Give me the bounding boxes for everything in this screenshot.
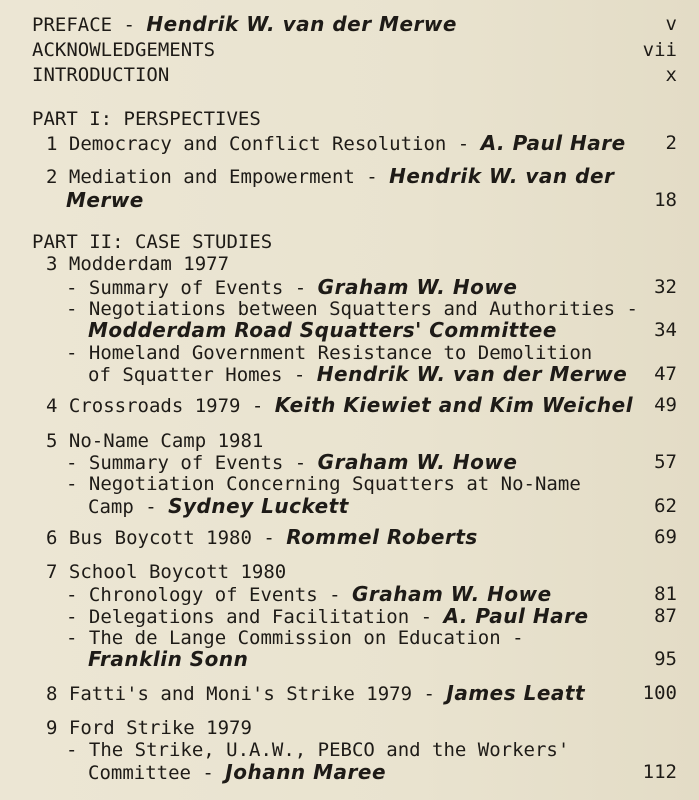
page-number: 2 bbox=[665, 132, 677, 154]
toc-subentry-cont: Franklin Sonn 95 bbox=[88, 647, 677, 671]
toc-chapter-2-cont bbox=[0, 186, 699, 214]
entry-label: ACKNOWLEDGEMENTS bbox=[32, 39, 216, 61]
entry-author: Hendrik W. van der bbox=[389, 164, 615, 188]
toc-subentry-cont: Camp - Sydney Luckett 62 bbox=[88, 494, 677, 518]
toc-chapter-4: 4 Crossroads 1979 - Keith Kiewiet and Kim Weichel 49 bbox=[46, 393, 677, 417]
page-number: 18 bbox=[654, 189, 677, 211]
toc-subentry: - Chronology of Events - Graham W. Howe 81 bbox=[66, 582, 677, 606]
toc-chapter-1 bbox=[0, 129, 699, 157]
toc-chapter-9: 9 Ford Strike 1979 bbox=[46, 717, 252, 739]
page-number: vii bbox=[642, 39, 677, 61]
entry-label: 1 Democracy and Conflict Resolution - bbox=[46, 133, 481, 155]
toc-chapter-5: 5 No-Name Camp 1981 bbox=[46, 430, 264, 452]
entry-label: INTRODUCTION bbox=[32, 64, 170, 86]
toc-chapter-7: 7 School Boycott 1980 bbox=[46, 561, 287, 583]
toc-subentry: - Summary of Events - Graham W. Howe 32 bbox=[66, 275, 677, 299]
toc-subentry: - The Strike, U.A.W., PEBCO and the Workers' bbox=[66, 739, 570, 761]
entry-label: 3 Modderdam 1977 bbox=[46, 253, 230, 275]
toc-subentry-cont: Modderdam Road Squatters' Committee 34 bbox=[88, 318, 677, 342]
toc-introduction bbox=[0, 61, 699, 89]
entry-label: 2 Mediation and Empowerment - bbox=[46, 166, 390, 188]
toc-subentry-cont: of Squatter Homes - Hendrik W. van der Merwe 47 bbox=[88, 362, 677, 386]
toc-subentry: - Delegations and Facilitation - A. Paul Hare 87 bbox=[66, 604, 677, 628]
page-number: v bbox=[665, 13, 677, 35]
part2-heading: PART II: CASE STUDIES bbox=[32, 231, 273, 253]
toc-subentry: - Negotiation Concerning Squatters at No-Name bbox=[66, 473, 581, 495]
part1-heading: PART I: PERSPECTIVES bbox=[32, 108, 261, 130]
toc-subentry: - Summary of Events - Graham W. Howe 57 bbox=[66, 450, 677, 474]
toc-chapter-6: 6 Bus Boycott 1980 - Rommel Roberts 69 bbox=[46, 525, 677, 549]
toc-acknowledgements bbox=[0, 36, 699, 64]
page-number: x bbox=[665, 64, 677, 86]
toc-subentry-cont: Committee - Johann Maree 112 bbox=[88, 760, 677, 784]
toc-subentry: - The de Lange Commission on Education - bbox=[66, 627, 524, 649]
entry-label: PREFACE - bbox=[32, 14, 147, 36]
toc-subentry: - Negotiations between Squatters and Authorities - bbox=[66, 298, 638, 320]
toc-preface bbox=[0, 10, 699, 38]
toc-subentry: - Homeland Government Resistance to Demolition bbox=[66, 342, 593, 364]
toc-chapter-8: 8 Fatti's and Moni's Strike 1979 - James Leatt 100 bbox=[46, 681, 677, 705]
entry-author: Merwe bbox=[66, 188, 144, 212]
entry-author: Hendrik W. van der Merwe bbox=[146, 12, 457, 36]
entry-author: A. Paul Hare bbox=[480, 131, 626, 155]
